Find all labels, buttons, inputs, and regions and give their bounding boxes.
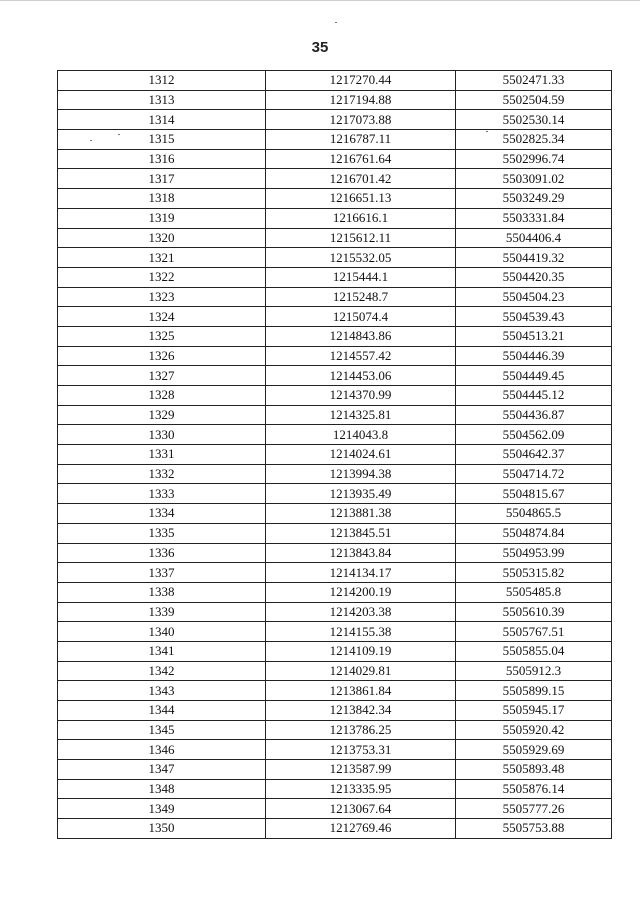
y-coordinate-cell: 5504714.72 [456, 464, 612, 484]
point-number-cell: 1339 [58, 602, 266, 622]
x-coordinate-cell: 1213067.64 [266, 799, 456, 819]
point-number-cell: 1349 [58, 799, 266, 819]
point-number-cell: 1343 [58, 681, 266, 701]
x-coordinate-cell: 1214134.17 [266, 563, 456, 583]
x-coordinate-cell: 1216761.64 [266, 149, 456, 169]
table-row [58, 307, 612, 327]
table-row [58, 248, 612, 268]
y-coordinate-cell: 5502530.14 [456, 110, 612, 130]
y-coordinate-cell: 5502471.33 [456, 71, 612, 91]
point-number-cell: 1347 [58, 760, 266, 780]
point-number-cell: 1334 [58, 504, 266, 524]
x-coordinate-cell: 1213842.34 [266, 701, 456, 721]
scan-artifact [335, 22, 337, 23]
y-coordinate-cell: 5504539.43 [456, 307, 612, 327]
point-number-cell: 1335 [58, 523, 266, 543]
x-coordinate-cell: 1214325.81 [266, 405, 456, 425]
table-row [58, 110, 612, 130]
y-coordinate-cell: 5502996.74 [456, 149, 612, 169]
x-coordinate-cell: 1217073.88 [266, 110, 456, 130]
x-coordinate-cell: 1213845.51 [266, 523, 456, 543]
x-coordinate-cell: 1215074.4 [266, 307, 456, 327]
point-number-cell: 1342 [58, 661, 266, 681]
y-coordinate-cell: 5504436.87 [456, 405, 612, 425]
x-coordinate-cell: 1215612.11 [266, 228, 456, 248]
x-coordinate-cell: 1215444.1 [266, 267, 456, 287]
point-number-cell: 1348 [58, 779, 266, 799]
point-number-cell: 1318 [58, 189, 266, 209]
table-row [58, 641, 612, 661]
x-coordinate-cell: 1216701.42 [266, 169, 456, 189]
table-row [58, 464, 612, 484]
point-number-cell: 1321 [58, 248, 266, 268]
x-coordinate-cell: 1213587.99 [266, 760, 456, 780]
table-row [58, 779, 612, 799]
table-row [58, 543, 612, 563]
table-row [58, 484, 612, 504]
x-coordinate-cell: 1214024.61 [266, 445, 456, 465]
table-row [58, 563, 612, 583]
coordinates-table-body [58, 71, 612, 839]
table-row [58, 228, 612, 248]
table-row [58, 366, 612, 386]
y-coordinate-cell: 5505777.26 [456, 799, 612, 819]
y-coordinate-cell: 5504419.32 [456, 248, 612, 268]
y-coordinate-cell: 5505945.17 [456, 701, 612, 721]
table-row [58, 760, 612, 780]
y-coordinate-cell: 5505855.04 [456, 641, 612, 661]
point-number-cell: 1346 [58, 740, 266, 760]
point-number-cell: 1322 [58, 267, 266, 287]
y-coordinate-cell: 5505485.8 [456, 582, 612, 602]
coordinates-table [57, 70, 612, 839]
table-row [58, 681, 612, 701]
point-number-cell: 1337 [58, 563, 266, 583]
table-row [58, 523, 612, 543]
table-row [58, 661, 612, 681]
x-coordinate-cell: 1213935.49 [266, 484, 456, 504]
table-row [58, 90, 612, 110]
x-coordinate-cell: 1216651.13 [266, 189, 456, 209]
table-row [58, 582, 612, 602]
table-row [58, 425, 612, 445]
point-number-cell: 1319 [58, 208, 266, 228]
y-coordinate-cell: 5504513.21 [456, 326, 612, 346]
y-coordinate-cell: 5505753.88 [456, 819, 612, 839]
page-number: 35 [311, 39, 329, 56]
x-coordinate-cell: 1212769.46 [266, 819, 456, 839]
x-coordinate-cell: 1215532.05 [266, 248, 456, 268]
table-row [58, 740, 612, 760]
point-number-cell: 1327 [58, 366, 266, 386]
point-number-cell: 1314 [58, 110, 266, 130]
table-row [58, 799, 612, 819]
y-coordinate-cell: 5503091.02 [456, 169, 612, 189]
table-row [58, 149, 612, 169]
table-row [58, 267, 612, 287]
table-row [58, 130, 612, 150]
table-row [58, 326, 612, 346]
y-coordinate-cell: 5504953.99 [456, 543, 612, 563]
x-coordinate-cell: 1217270.44 [266, 71, 456, 91]
x-coordinate-cell: 1213786.25 [266, 720, 456, 740]
point-number-cell: 1332 [58, 464, 266, 484]
table-row [58, 622, 612, 642]
point-number-cell: 1315 [58, 130, 266, 150]
x-coordinate-cell: 1213843.84 [266, 543, 456, 563]
y-coordinate-cell: 5504504.23 [456, 287, 612, 307]
y-coordinate-cell: 5504874.84 [456, 523, 612, 543]
point-number-cell: 1331 [58, 445, 266, 465]
table-row [58, 701, 612, 721]
x-coordinate-cell: 1214043.8 [266, 425, 456, 445]
point-number-cell: 1350 [58, 819, 266, 839]
table-row [58, 208, 612, 228]
y-coordinate-cell: 5505929.69 [456, 740, 612, 760]
y-coordinate-cell: 5504562.09 [456, 425, 612, 445]
y-coordinate-cell: 5503331.84 [456, 208, 612, 228]
y-coordinate-cell: 5504642.37 [456, 445, 612, 465]
table-row [58, 71, 612, 91]
point-number-cell: 1336 [58, 543, 266, 563]
point-number-cell: 1329 [58, 405, 266, 425]
point-number-cell: 1344 [58, 701, 266, 721]
point-number-cell: 1328 [58, 386, 266, 406]
point-number-cell: 1324 [58, 307, 266, 327]
table-row [58, 819, 612, 839]
table-row [58, 169, 612, 189]
x-coordinate-cell: 1214203.38 [266, 602, 456, 622]
y-coordinate-cell: 5504406.4 [456, 228, 612, 248]
point-number-cell: 1312 [58, 71, 266, 91]
x-coordinate-cell: 1213335.95 [266, 779, 456, 799]
x-coordinate-cell: 1214370.99 [266, 386, 456, 406]
x-coordinate-cell: 1214453.06 [266, 366, 456, 386]
y-coordinate-cell: 5502825.34 [456, 130, 612, 150]
y-coordinate-cell: 5505767.51 [456, 622, 612, 642]
point-number-cell: 1325 [58, 326, 266, 346]
y-coordinate-cell: 5503249.29 [456, 189, 612, 209]
y-coordinate-cell: 5505893.48 [456, 760, 612, 780]
point-number-cell: 1320 [58, 228, 266, 248]
point-number-cell: 1313 [58, 90, 266, 110]
point-number-cell: 1330 [58, 425, 266, 445]
table-row [58, 602, 612, 622]
x-coordinate-cell: 1214557.42 [266, 346, 456, 366]
y-coordinate-cell: 5504446.39 [456, 346, 612, 366]
x-coordinate-cell: 1213881.38 [266, 504, 456, 524]
table-row [58, 189, 612, 209]
point-number-cell: 1338 [58, 582, 266, 602]
table-row [58, 405, 612, 425]
x-coordinate-cell: 1214843.86 [266, 326, 456, 346]
y-coordinate-cell: 5505610.39 [456, 602, 612, 622]
y-coordinate-cell: 5505920.42 [456, 720, 612, 740]
x-coordinate-cell: 1213994.38 [266, 464, 456, 484]
y-coordinate-cell: 5504445.12 [456, 386, 612, 406]
x-coordinate-cell: 1216616.1 [266, 208, 456, 228]
y-coordinate-cell: 5505315.82 [456, 563, 612, 583]
point-number-cell: 1326 [58, 346, 266, 366]
point-number-cell: 1345 [58, 720, 266, 740]
x-coordinate-cell: 1214200.19 [266, 582, 456, 602]
point-number-cell: 1333 [58, 484, 266, 504]
y-coordinate-cell: 5504449.45 [456, 366, 612, 386]
table-row [58, 504, 612, 524]
table-row [58, 445, 612, 465]
y-coordinate-cell: 5504865.5 [456, 504, 612, 524]
x-coordinate-cell: 1217194.88 [266, 90, 456, 110]
table-row [58, 287, 612, 307]
y-coordinate-cell: 5502504.59 [456, 90, 612, 110]
x-coordinate-cell: 1213861.84 [266, 681, 456, 701]
x-coordinate-cell: 1214029.81 [266, 661, 456, 681]
table-row [58, 386, 612, 406]
table-row [58, 720, 612, 740]
y-coordinate-cell: 5505912.3 [456, 661, 612, 681]
x-coordinate-cell: 1213753.31 [266, 740, 456, 760]
point-number-cell: 1341 [58, 641, 266, 661]
y-coordinate-cell: 5505876.14 [456, 779, 612, 799]
x-coordinate-cell: 1215248.7 [266, 287, 456, 307]
page-top-edge [0, 0, 640, 1]
point-number-cell: 1323 [58, 287, 266, 307]
x-coordinate-cell: 1216787.11 [266, 130, 456, 150]
table-row [58, 346, 612, 366]
y-coordinate-cell: 5505899.15 [456, 681, 612, 701]
x-coordinate-cell: 1214109.19 [266, 641, 456, 661]
y-coordinate-cell: 5504815.67 [456, 484, 612, 504]
point-number-cell: 1340 [58, 622, 266, 642]
point-number-cell: 1317 [58, 169, 266, 189]
point-number-cell: 1316 [58, 149, 266, 169]
y-coordinate-cell: 5504420.35 [456, 267, 612, 287]
x-coordinate-cell: 1214155.38 [266, 622, 456, 642]
